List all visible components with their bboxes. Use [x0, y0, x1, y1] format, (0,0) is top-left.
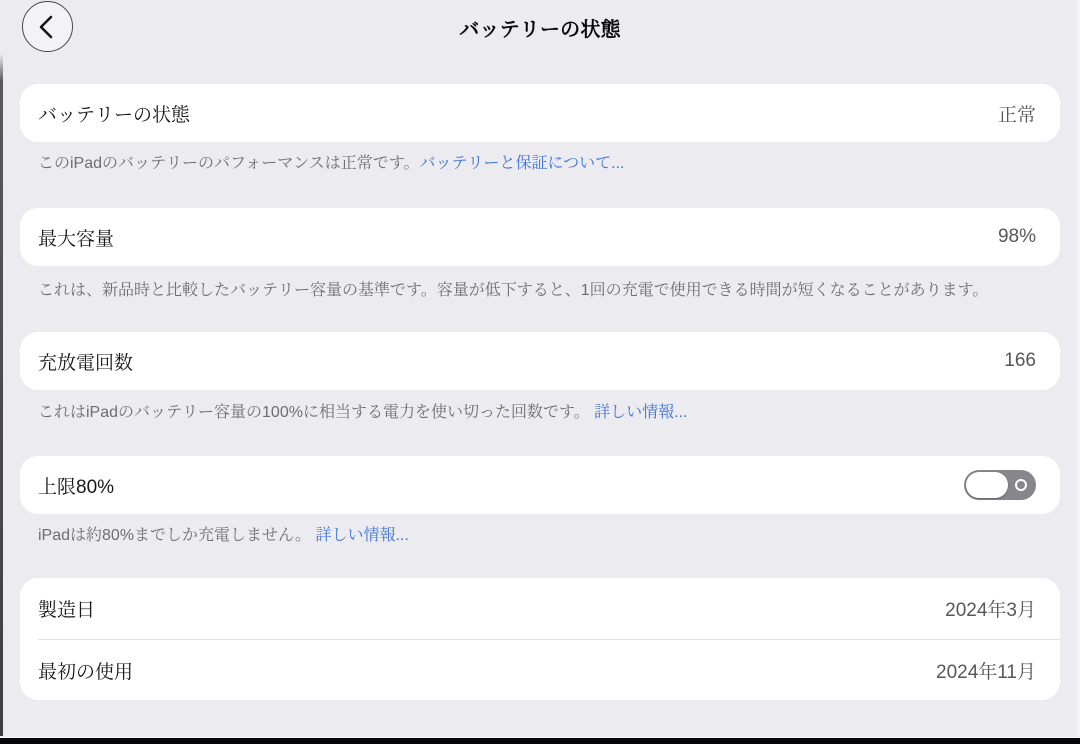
- cycle-count-value: 166: [1004, 350, 1036, 371]
- first-use-row: [38, 639, 1060, 700]
- battery-health-value: 正常: [997, 104, 1036, 126]
- battery-warranty-link[interactable]: バッテリーと保証について...: [419, 155, 625, 172]
- cycle-count-learn-more-link[interactable]: 詳しい情報...: [594, 404, 688, 421]
- charge-limit-footer-text: iPadは約80%までしか充電しません。: [38, 527, 316, 544]
- max-capacity-footer-text: これは、新品時と比較したバッテリー容量の基準です。容量が低下すると、1回の充電で使用できる時間が短くなることがあります。: [38, 282, 989, 299]
- toggle-knob-icon: [966, 472, 1008, 498]
- battery-info-card: [20, 578, 1060, 700]
- manufacture-date-value: 2024年3月: [945, 600, 1036, 621]
- battery-health-card: [20, 84, 1060, 142]
- cycle-count-row: [20, 332, 1060, 390]
- charge-limit-row: [20, 456, 1060, 514]
- page-title: バッテリーの状態: [459, 19, 621, 41]
- battery-health-footer-text: このiPadのバッテリーのパフォーマンスは正常です。: [38, 155, 420, 172]
- cycle-count-footer-text: これはiPadのバッテリー容量の100%に相当する電力を使い切った回数です。: [38, 404, 595, 421]
- battery-health-row: [20, 84, 1060, 142]
- charge-limit-label: 上限80%: [38, 476, 115, 498]
- settings-content: [0, 84, 1080, 700]
- max-capacity-value: 98%: [997, 226, 1036, 247]
- first-use-label: 最初の使用: [38, 661, 134, 683]
- battery-health-footer: [38, 153, 1060, 175]
- screen-bottom-bezel: [0, 736, 1080, 744]
- charge-limit-footer: [38, 525, 1060, 547]
- cycle-count-footer: [38, 402, 1060, 424]
- charge-limit-toggle[interactable]: [964, 470, 1036, 500]
- charge-limit-learn-more-link[interactable]: 詳しい情報...: [315, 527, 409, 544]
- manufacture-date-row: [20, 578, 1060, 639]
- navigation-header: [0, 0, 1080, 52]
- battery-health-label: バッテリーの状態: [38, 104, 191, 126]
- cycle-count-card: [20, 332, 1060, 390]
- toggle-off-ring-icon: [1015, 479, 1027, 491]
- max-capacity-label: 最大容量: [38, 228, 115, 250]
- first-use-value: 2024年11月: [936, 661, 1036, 683]
- manufacture-date-label: 製造日: [38, 600, 96, 621]
- max-capacity-footer: [38, 280, 1060, 302]
- max-capacity-card: [20, 208, 1060, 266]
- cycle-count-label: 充放電回数: [38, 352, 134, 374]
- charge-limit-card: [20, 456, 1060, 514]
- max-capacity-row: [20, 208, 1060, 266]
